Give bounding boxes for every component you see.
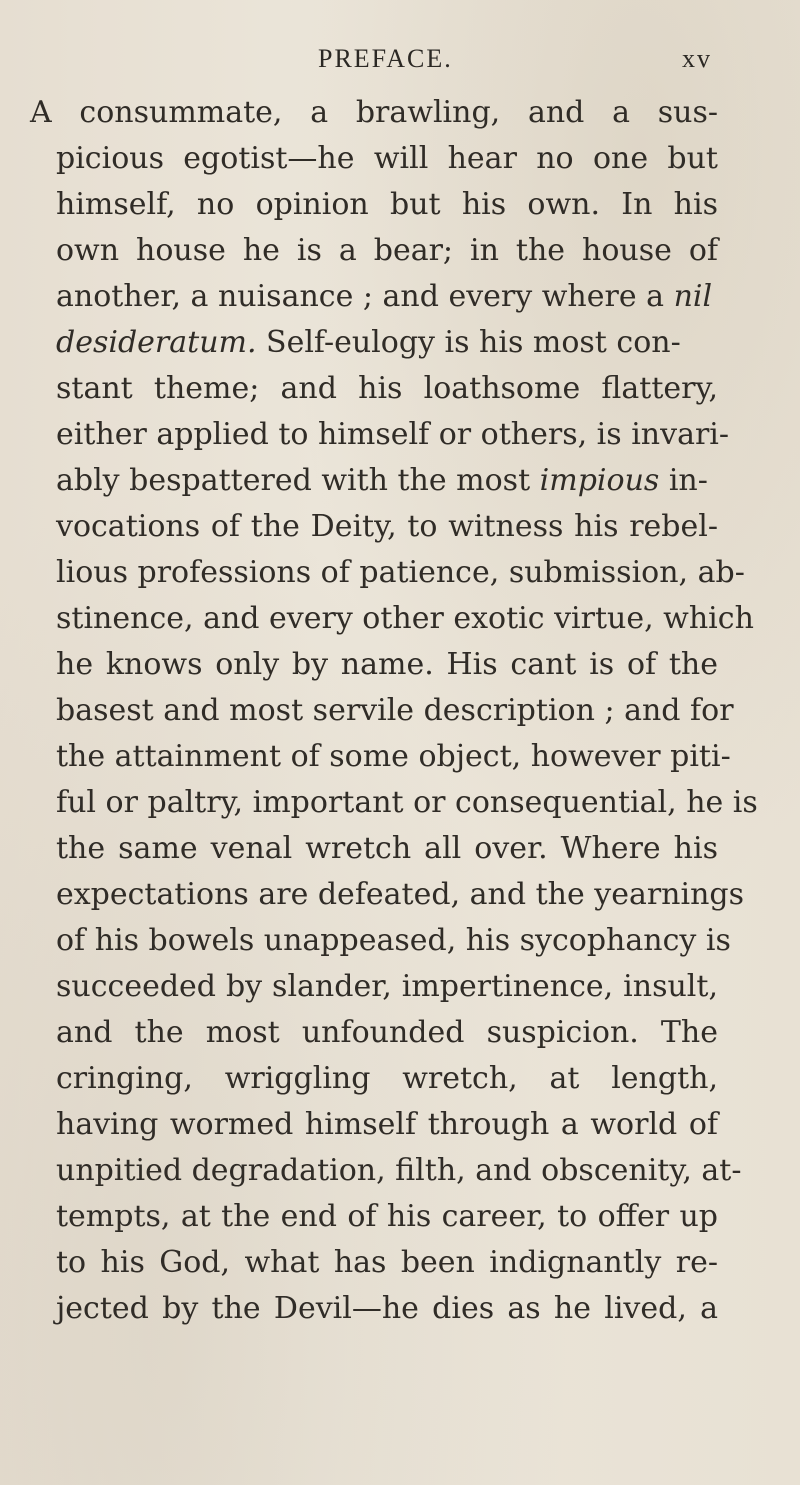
text-line-22: cringing, wriggling wretch, at length, [56, 1061, 718, 1096]
text-line-16: ful or paltry, important or consequential, he is [56, 785, 758, 820]
text-line-10: vocations of the Deity, to witness his rebel- [56, 509, 718, 544]
text-line-6: desideratum. Self-eulogy is his most con- [56, 325, 681, 360]
text-line-7: stant theme; and his loathsome flattery, [56, 371, 718, 406]
text-line-8: either applied to himself or others, is invari- [56, 417, 730, 452]
text-line-12: stinence, and every other exotic virtue, which [56, 601, 754, 636]
text-line-13: he knows only by name. His cant is of the [56, 647, 718, 682]
page-number: xv [682, 44, 712, 73]
italic-word-impious: impious [539, 463, 660, 498]
text-line-15: the attainment of some object, however piti- [56, 739, 731, 774]
text-line-25: tempts, at the end of his career, to offer up [56, 1199, 718, 1234]
text-line-19: of his bowels unappeased, his sycophancy is [56, 923, 731, 958]
text-line-27: jected by the Devil—he dies as he lived, a [56, 1291, 718, 1326]
text-line-18: expectations are defeated, and the yearnings [56, 877, 745, 912]
text-line-5: another, a nuisance ; and every where a nil [56, 279, 713, 314]
text-line-9: ably bespattered with the most impious in- [56, 463, 708, 498]
text-line-17: the same venal wretch all over. Where his [56, 831, 718, 866]
text-line-23: having wormed himself through a world of [56, 1107, 718, 1142]
italic-word-desideratum: desideratum. [56, 325, 257, 360]
text-line-11: lious professions of patience, submission, ab- [56, 555, 745, 590]
text-line-21: and the most unfounded suspicion. The [56, 1015, 718, 1050]
italic-word-nil: nil [673, 279, 713, 314]
text-line-24: unpitied degradation, filth, and obscenity, at- [56, 1153, 742, 1188]
text-line-26: to his God, what has been indignantly re- [56, 1245, 718, 1280]
text-line-14: basest and most servile description ; and for [56, 693, 734, 728]
text-line-1: A consummate, a brawling, and a sus- [30, 95, 718, 130]
text-line-2: picious egotist—he will hear no one but [56, 141, 718, 176]
text-line-3: himself, no opinion but his own. In his [56, 187, 718, 222]
text-line-20: succeeded by slander, impertinence, insult, [56, 969, 718, 1004]
running-head [0, 44, 800, 84]
header-title: PREFACE. [318, 44, 453, 73]
text-line-4: own house he is a bear; in the house of [56, 233, 718, 268]
